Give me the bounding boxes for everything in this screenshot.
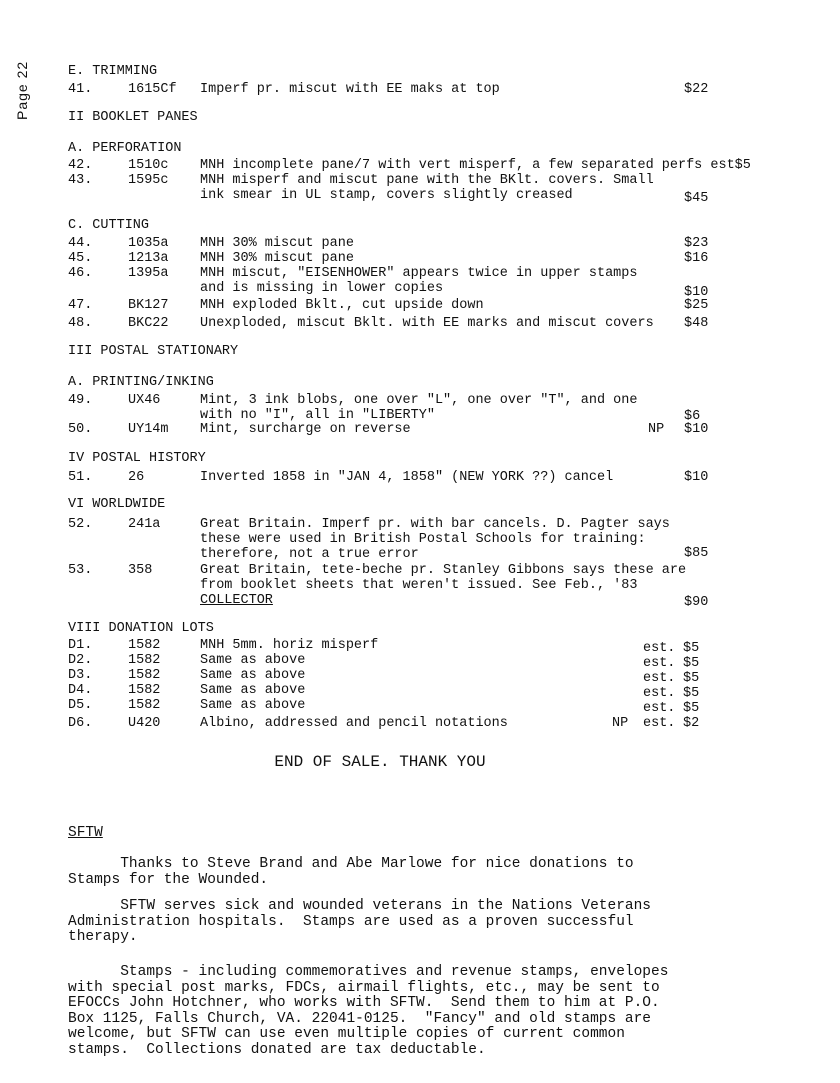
lot-description: MNH 5mm. horiz misperf	[200, 638, 379, 653]
section-heading: III POSTAL STATIONARY	[68, 344, 239, 359]
catalog-number: 1035a	[128, 236, 169, 251]
lot-description: Mint, surcharge on reverse	[200, 422, 411, 437]
section-heading: VI WORLDWIDE	[68, 497, 166, 512]
lot-description: MNH 30% miscut pane	[200, 251, 354, 266]
lot-price: $2	[683, 716, 700, 731]
lot-price: $6	[684, 409, 701, 424]
estimate-label: est.	[643, 641, 676, 656]
lot-description: MNH miscut, "EISENHOWER" appears twice in upper stamps	[200, 266, 638, 281]
lot-price: $10	[684, 422, 709, 437]
lot-number: 46.	[68, 266, 93, 281]
sftw-paragraph-line: Stamps for the Wounded.	[68, 871, 269, 888]
sftw-paragraph-line: welcome, but SFTW can use even multiple copies of current common	[68, 1026, 625, 1042]
estimate-label: est.	[643, 701, 676, 716]
catalog-number: UY14m	[128, 422, 169, 437]
lot-description: Albino, addressed and pencil notations	[200, 716, 508, 731]
estimate-label: est.	[643, 716, 676, 731]
lot-description: MNH incomplete pane/7 with vert misperf, a few separated perfs est$5	[200, 158, 751, 173]
lot-description: these were used in British Postal Schools for training:	[200, 532, 646, 547]
sftw-paragraph-line: Administration hospitals. Stamps are used as a proven successful	[68, 913, 634, 930]
lot-price: $5	[683, 641, 700, 656]
lot-price: $90	[684, 595, 709, 610]
lot-description: and is missing in lower copies	[200, 281, 444, 296]
lot-number: 49.	[68, 393, 93, 408]
lot-description: Great Britain. Imperf pr. with bar cancels. D. Pagter says	[200, 517, 670, 532]
lot-price: $48	[684, 316, 709, 331]
lot-description: COLLECTOR	[200, 593, 273, 608]
sftw-heading: SFTW	[68, 825, 103, 841]
lot-description: Mint, 3 ink blobs, one over "L", one over "T", and one	[200, 393, 638, 408]
lot-number: 51.	[68, 470, 93, 485]
catalog-number: 1615Cf	[128, 82, 177, 97]
lot-number: 48.	[68, 316, 93, 331]
catalog-number: 1582	[128, 638, 161, 653]
lot-number: D1.	[68, 638, 93, 653]
catalog-number: 1395a	[128, 266, 169, 281]
catalog-number: 1582	[128, 683, 161, 698]
estimate-label: est.	[643, 656, 676, 671]
estimate-label: est.	[643, 686, 676, 701]
lot-number: D5.	[68, 698, 93, 713]
catalog-number: U420	[128, 716, 161, 731]
lot-description: Great Britain, tete-beche pr. Stanley Gibbons says these are	[200, 563, 687, 578]
lot-price: $16	[684, 251, 709, 266]
lot-description: from booklet sheets that weren't issued. See Feb., '83	[200, 578, 638, 593]
lot-price: $23	[684, 236, 709, 251]
catalog-number: 1510c	[128, 158, 169, 173]
lot-number: 44.	[68, 236, 93, 251]
np-marker: NP	[648, 422, 665, 437]
estimate-label: est.	[643, 671, 676, 686]
catalog-number: 1595c	[128, 173, 169, 188]
lot-description: Same as above	[200, 653, 306, 668]
section-heading: A. PRINTING/INKING	[68, 375, 214, 390]
lot-description: MNH exploded Bklt., cut upside down	[200, 298, 484, 313]
section-heading: A. PERFORATION	[68, 141, 182, 156]
lot-description: Inverted 1858 in "JAN 4, 1858" (NEW YORK ??) cancel	[200, 470, 614, 485]
lot-description: MNH misperf and miscut pane with the BKlt. covers. Small	[200, 173, 654, 188]
lot-description: Same as above	[200, 698, 306, 713]
sftw-paragraph-line: EFOCCs John Hotchner, who works with SFTW. Send them to him at P.O.	[68, 995, 660, 1011]
lot-description: ink smear in UL stamp, covers slightly creased	[200, 188, 573, 203]
lot-price: $10	[684, 470, 709, 485]
catalog-number: 241a	[128, 517, 161, 532]
lot-description: Unexploded, miscut Bklt. with EE marks and miscut covers	[200, 316, 654, 331]
catalog-number: 1213a	[128, 251, 169, 266]
page-number: Page 22	[14, 60, 30, 120]
section-heading: IV POSTAL HISTORY	[68, 451, 206, 466]
sftw-paragraph-line: stamps. Collections donated are tax deductable.	[68, 1041, 486, 1058]
section-heading: II BOOKLET PANES	[68, 110, 198, 125]
lot-number: D6.	[68, 716, 93, 731]
sftw-paragraph-line: therapy.	[68, 929, 138, 945]
lot-price: $45	[684, 191, 709, 206]
lot-number: D3.	[68, 668, 93, 683]
sftw-paragraph-line: SFTW serves sick and wounded veterans in the Nations Veterans	[68, 898, 651, 914]
catalog-number: 358	[128, 563, 153, 578]
lot-description: MNH 30% miscut pane	[200, 236, 354, 251]
catalog-number: 1582	[128, 668, 161, 683]
lot-description: therefore, not a true error	[200, 547, 419, 562]
catalog-number: UX46	[128, 393, 161, 408]
lot-number: 53.	[68, 563, 93, 578]
lot-number: 47.	[68, 298, 93, 313]
lot-number: 43.	[68, 173, 93, 188]
lot-price: $5	[683, 671, 700, 686]
sftw-paragraph-line: with special post marks, FDCs, airmail flights, etc., may be sent to	[68, 979, 660, 996]
lot-price: $5	[683, 656, 700, 671]
lot-price: $5	[683, 701, 700, 716]
lot-number: 42.	[68, 158, 93, 173]
lot-number: 50.	[68, 422, 93, 437]
catalog-number: 1582	[128, 698, 161, 713]
lot-number: D4.	[68, 683, 93, 698]
section-heading: C. CUTTING	[68, 218, 150, 233]
catalog-number: 26	[128, 470, 145, 485]
np-marker: NP	[612, 716, 629, 731]
lot-number: 45.	[68, 251, 93, 266]
end-of-sale-note: END OF SALE. THANK YOU	[274, 753, 486, 771]
lot-description: Same as above	[200, 683, 306, 698]
lot-price: $22	[684, 82, 709, 97]
lot-number: 52.	[68, 517, 93, 532]
sftw-paragraph-line: Stamps - including commemoratives and revenue stamps, envelopes	[68, 964, 669, 980]
lot-price: $85	[684, 546, 709, 561]
sftw-paragraph-line: Box 1125, Falls Church, VA. 22041-0125. "Fancy" and old stamps are	[68, 1010, 651, 1027]
section-heading: VIII DONATION LOTS	[68, 621, 214, 636]
lot-price: $10	[684, 285, 709, 300]
lot-number: 41.	[68, 82, 93, 97]
lot-price: $25	[684, 298, 709, 313]
catalog-number: BKC22	[128, 316, 169, 331]
catalog-number: 1582	[128, 653, 161, 668]
lot-description: Imperf pr. miscut with EE maks at top	[200, 82, 500, 97]
catalog-number: BK127	[128, 298, 169, 313]
section-heading: E. TRIMMING	[68, 64, 158, 79]
lot-description: with no "I", all in "LIBERTY"	[200, 408, 435, 423]
lot-description: Same as above	[200, 668, 306, 683]
lot-price: $5	[683, 686, 700, 701]
sftw-paragraph-line: Thanks to Steve Brand and Abe Marlowe for nice donations to	[68, 856, 634, 872]
lot-number: D2.	[68, 653, 93, 668]
